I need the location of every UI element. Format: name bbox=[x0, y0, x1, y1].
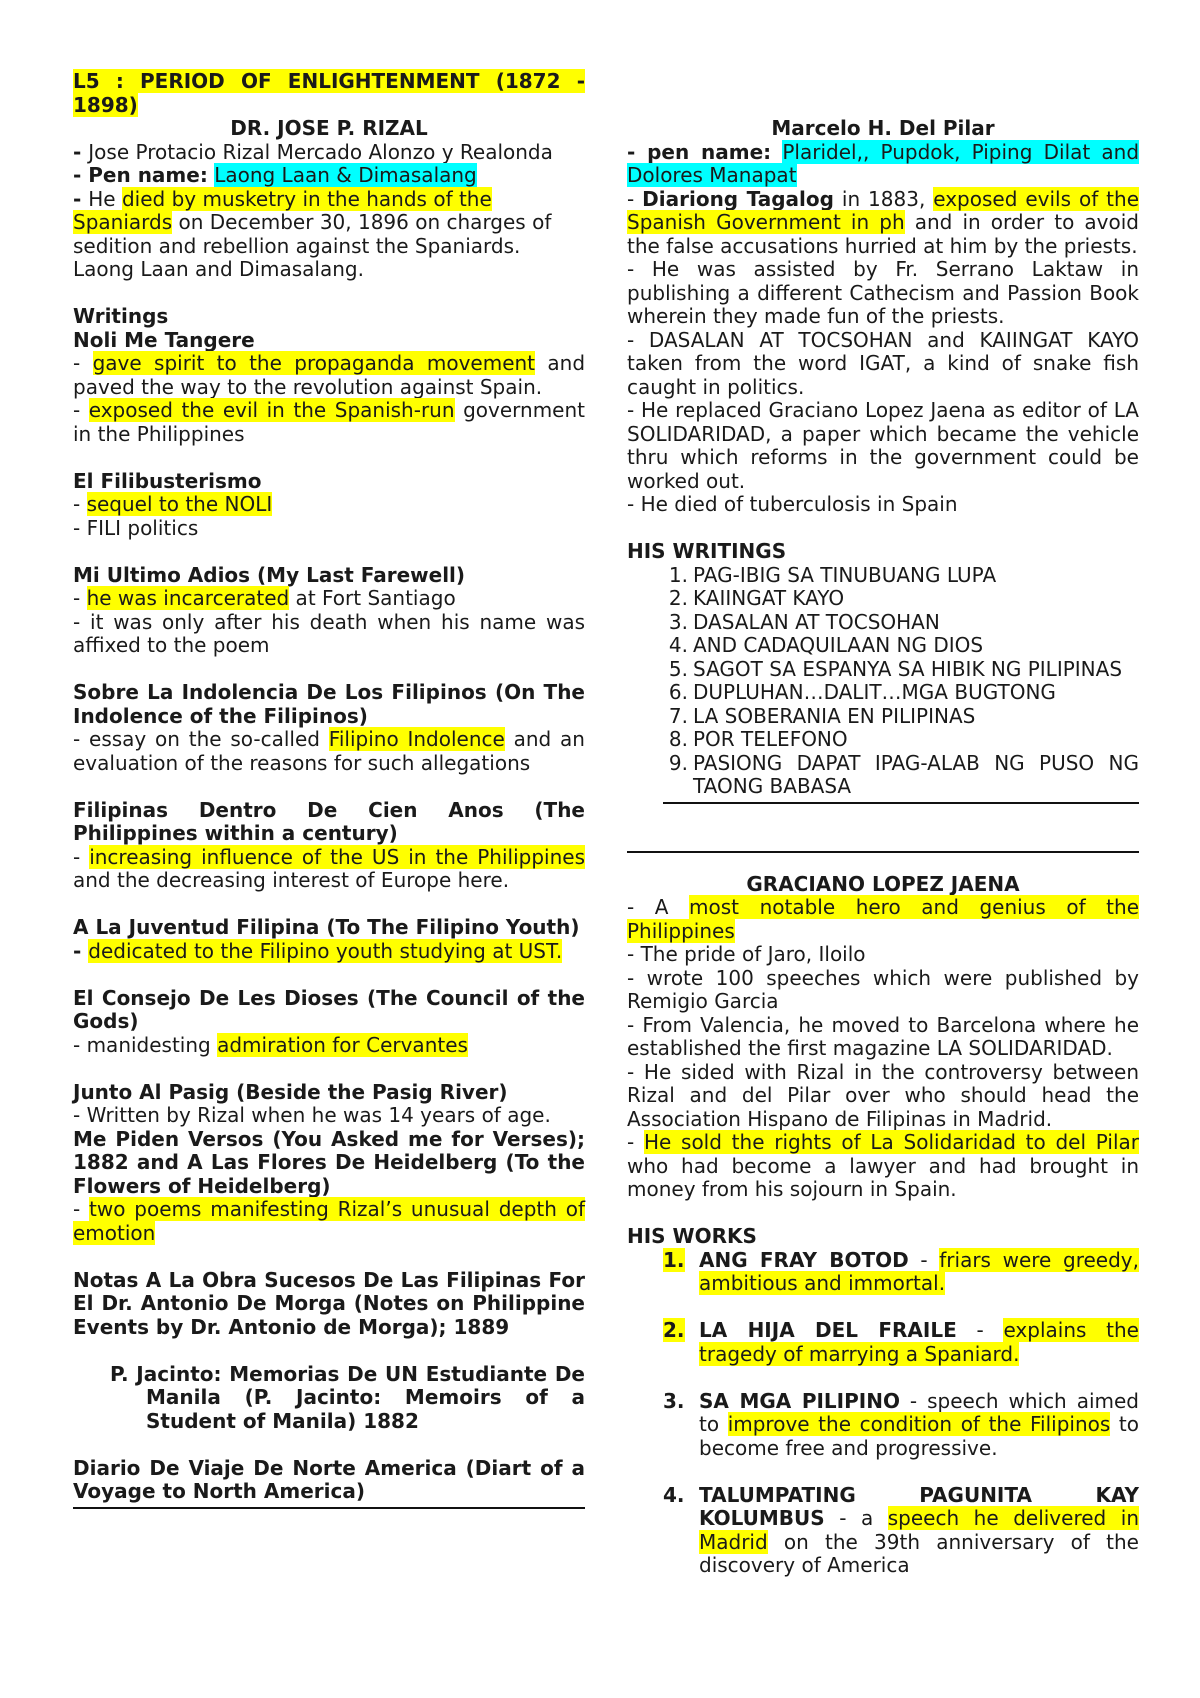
pilar-assist: - He was assisted by Fr. Serrano Laktaw in publishing a different Cathecism and Passion Book wherein they made fun of the priests. bbox=[627, 257, 1139, 328]
list-item: 3. DASALAN AT TOCSOHAN bbox=[668, 609, 940, 634]
sobre-title: Sobre La Indolencia De Los Filipinos (On The Indolence of the Filipinos) bbox=[73, 680, 585, 728]
list-item: 1. ANG FRAY BOTOD - friars were greedy, ambitious and immortal. bbox=[663, 1247, 1139, 1295]
pilar-replaced: - He replaced Graciano Lopez Jaena as editor of LA SOLIDARIDAD, a paper which became the vehicle thru which reforms in the government could be worked out. bbox=[627, 398, 1139, 493]
left-column bbox=[73, 70, 585, 1509]
fili-point-2: - FILI politics bbox=[73, 515, 199, 540]
rizal-pen-name: - Pen name: Laong Laan & Dimasalang bbox=[73, 163, 477, 187]
jaena-point-4: - From Valencia, he moved to Barcelona where he established the first magazine LA SOLIDARIDAD. bbox=[627, 1012, 1139, 1060]
list-item: 1. PAG-IBIG SA TINUBUANG LUPA bbox=[668, 562, 997, 587]
juventud-title: A La Juventud Filipina (To The Filipino Youth) bbox=[73, 915, 580, 939]
pilar-diariong: - Diariong Tagalog in 1883, exposed evils of the Spanish Government in ph and in order to avoid the false accusations hurried at him by the priests. bbox=[627, 186, 1139, 258]
noli-point-1: - gave spirit to the propaganda movement and paved the way to the revolution against Spain. bbox=[73, 351, 586, 399]
jaena-heading: GRACIANO LOPEZ JAENA bbox=[746, 871, 1020, 896]
consejo-title: El Consejo De Les Dioses (The Council of the Gods) bbox=[73, 985, 585, 1033]
list-item: 7. LA SOBERANIA EN PILIPINAS bbox=[668, 703, 976, 728]
pilar-died: - He died of tuberculosis in Spain bbox=[627, 492, 958, 516]
adios-point-1: - he was incarcerated at Fort Santiago bbox=[73, 586, 456, 610]
jaena-works-heading: HIS WORKS bbox=[627, 1224, 757, 1248]
list-item: 2. LA HIJA DEL FRAILE - explains the tragedy of marrying a Spaniard. bbox=[663, 1318, 1139, 1366]
adios-title: Mi Ultimo Adios (My Last Farewell) bbox=[73, 562, 466, 587]
page-title: L5 : PERIOD OF ENLIGHTENMENT (1872 - 1898) bbox=[73, 69, 585, 117]
list-item: 5. SAGOT SA ESPANYA SA HIBIK NG PILIPINAS bbox=[668, 656, 1123, 681]
list-item: 6. DUPLUHAN…DALIT…MGA BUGTONG bbox=[668, 680, 1056, 704]
rizal-full-name: - Jose Protacio Rizal Mercado Alonzo y Realonda bbox=[73, 139, 553, 164]
list-item: 3. SA MGA PILIPINO - speech which aimed to improve the condition of the Filipinos to become free and progressive. bbox=[663, 1388, 1139, 1460]
consejo-point: - manidesting admiration for Cervantes bbox=[73, 1032, 468, 1057]
left-bottom-rule bbox=[73, 1507, 585, 1509]
pilar-writings-list bbox=[627, 564, 1139, 799]
jaena-point-2: - The pride of Jaro, Iloilo bbox=[627, 942, 866, 966]
pilar-writings-heading: HIS WRITINGS bbox=[627, 539, 787, 563]
pilar-dasalan: - DASALAN AT TOCSOHAN and KAIINGAT KAYO taken from the word IGAT, a kind of snake fish caught in politics. bbox=[627, 327, 1139, 399]
rizal-heading: DR. JOSE P. RIZAL bbox=[230, 116, 428, 140]
writings-heading: Writings bbox=[73, 304, 169, 328]
pilar-pen-name: - pen name: Plaridel,, Pupdok, Piping Dilat and Dolores Manapat bbox=[627, 139, 1140, 187]
jaena-point-6: - He sold the rights of La Solidaridad to del Pilar who had become a lawyer and had brought in money from his sojourn in Spain. bbox=[627, 1130, 1139, 1201]
dentro-title: Filipinas Dentro De Cien Anos (The Philippines within a century) bbox=[73, 797, 585, 845]
juventud-point: - dedicated to the Filipino youth studying at UST. bbox=[73, 938, 563, 963]
list-item: 9. PASIONG DAPAT IPAG-ALAB NG PUSO NG TAONG BABASA bbox=[668, 750, 1139, 798]
jacinto-title: P. Jacinto: Memorias De UN Estudiante De Manila (P. Jacinto: Memoirs of a Student of Manila) 1882 bbox=[110, 1361, 585, 1433]
right-column bbox=[627, 70, 1139, 1578]
versos-title: Me Piden Versos (You Asked me for Verses); 1882 and A Las Flores De Heidelberg (To the Flowers of Heidelberg) bbox=[73, 1126, 585, 1198]
list-item: 4. TALUMPATING PAGUNITA KAY KOLUMBUS - a speech he delivered in Madrid on the 39th anniversary of the discovery of America bbox=[663, 1482, 1139, 1577]
versos-point: - two poems manifesting Rizal’s unusual depth of emotion bbox=[73, 1197, 585, 1245]
list-item: 8. POR TELEFONO bbox=[668, 727, 848, 751]
pasig-title: Junto Al Pasig (Beside the Pasig River) bbox=[73, 1079, 508, 1104]
dentro-point: - increasing influence of the US in the Philippines and the decreasing interest of Europe here. bbox=[73, 844, 586, 892]
fili-title: El Filibusterismo bbox=[73, 468, 262, 493]
sobre-point: - essay on the so-called Filipino Indolence and an evaluation of the reasons for such allegations bbox=[73, 727, 585, 775]
jaena-point-1: - A most notable hero and genius of the Philippines bbox=[627, 895, 1139, 943]
adios-point-2: - it was only after his death when his name was affixed to the poem bbox=[73, 609, 585, 657]
list-item: 4. AND CADAQUILAAN NG DIOS bbox=[668, 633, 984, 657]
list-item: 2. KAIINGAT KAYO bbox=[668, 586, 845, 610]
diario-viaje-title: Diario De Viaje De Norte America (Diart of a Voyage to North America) bbox=[73, 1455, 585, 1503]
jaena-works-list bbox=[627, 1249, 1139, 1578]
fili-point-1: - sequel to the NOLI bbox=[73, 492, 273, 516]
pasig-point: - Written by Rizal when he was 14 years of age. bbox=[73, 1103, 551, 1127]
rizal-death: - He died by musketry in the hands of the Spaniards on December 30, 1896 on charges of sedition and rebellion against the Spaniards. Laong Laan and Dimasalang. bbox=[73, 186, 552, 281]
jaena-point-3: - wrote 100 speeches which were published by Remigio Garcia bbox=[627, 965, 1140, 1013]
pilar-heading: Marcelo H. Del Pilar bbox=[771, 116, 995, 140]
noli-title: Noli Me Tangere bbox=[73, 327, 255, 352]
noli-point-2: - exposed the evil in the Spanish-run government in the Philippines bbox=[73, 398, 585, 446]
jaena-point-5: - He sided with Rizal in the controversy between Rizal and del Pilar over who should head the Association Hispano de Filipinas in Madrid. bbox=[627, 1059, 1139, 1131]
notas-title: Notas A La Obra Sucesos De Las Filipinas For El Dr. Antonio De Morga (Notes on Philippine Events by Dr. Antonio de Morga); 1889 bbox=[73, 1267, 585, 1339]
